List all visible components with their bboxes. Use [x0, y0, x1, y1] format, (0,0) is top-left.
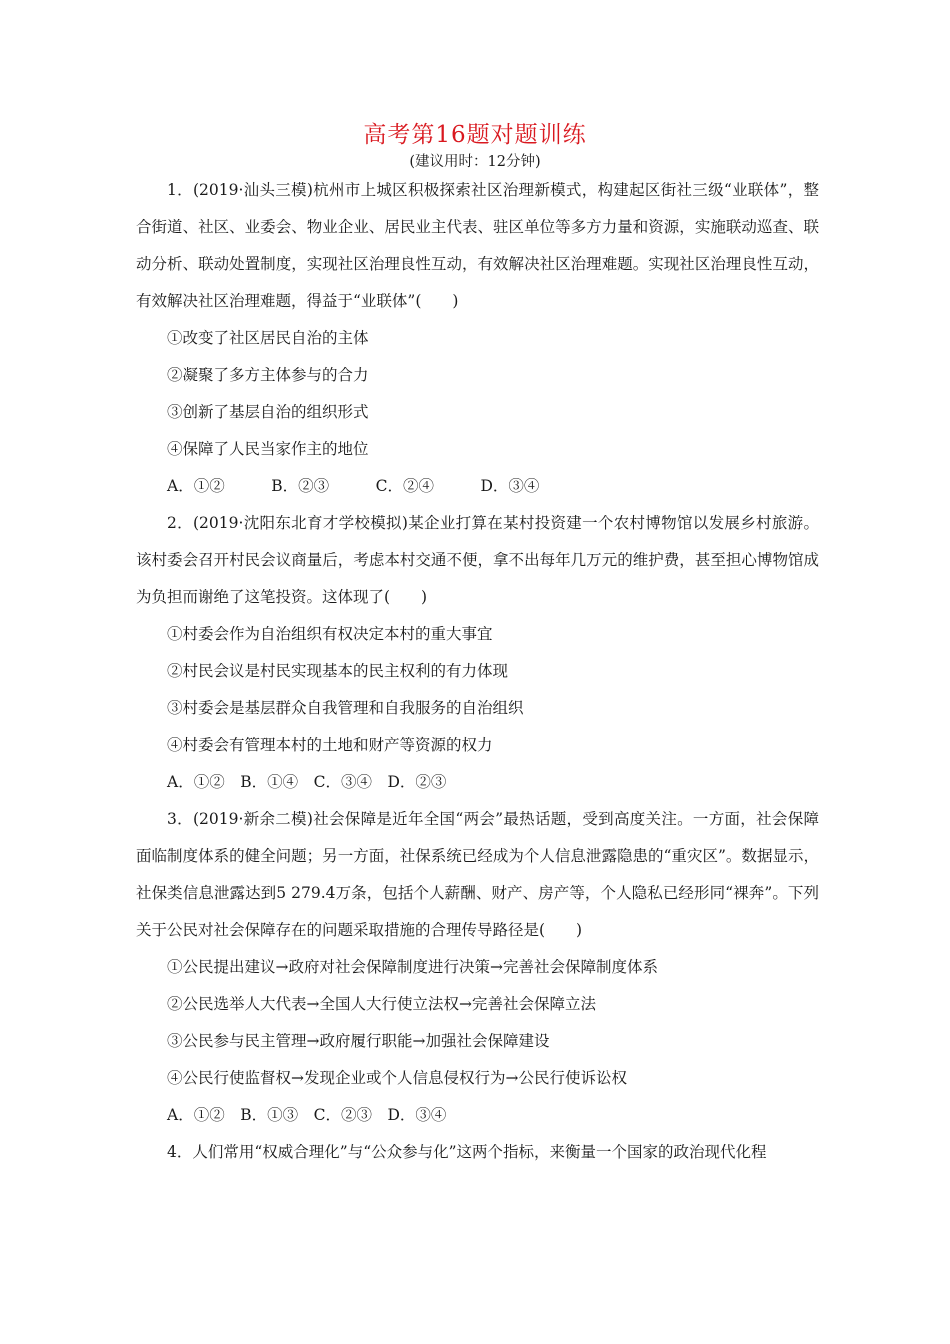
question-option: ①村委会作为自治组织有权决定本村的重大事宜 — [167, 625, 493, 643]
answer-choices: A．①② B．②③ C．②④ D．③④ — [167, 477, 540, 495]
question-option: ④保障了人民当家作主的地位 — [167, 440, 369, 458]
question-4 — [136, 1134, 819, 1171]
question-option: ②凝聚了多方主体参与的合力 — [167, 366, 369, 384]
page-subtitle: (建议用时：12分钟) — [409, 154, 541, 170]
question-stem: 3．(2019·新余二模)社会保障是近年全国“两会”最热话题，受到高度关注。一方面，社会保障面临制度体系的健全问题；另一方面，社保系统已经成为个人信息泄露隐患的“重灾区”。数据显示，社保类信息泄露达到5 279.4万条，包括个人薪酬、财产、房产等，个人隐私已经形同“裸奔”。下列关于公民对社会保障存在的问题采取措施的合理传导路径是( ) — [136, 810, 819, 939]
question-option: ③公民参与民主管理→政府履行职能→加强社会保障建设 — [167, 1032, 550, 1050]
answer-choices: A．①② B．①③ C．②③ D．③④ — [167, 1106, 447, 1124]
question-option: ②村民会议是村民实现基本的民主权利的有力体现 — [167, 662, 509, 680]
question-option: ③创新了基层自治的组织形式 — [167, 403, 369, 421]
question-list — [136, 172, 819, 1171]
answer-choices: A．①② B．①④ C．③④ D．②③ — [167, 773, 447, 791]
question-option: ④公民行使监督权→发现企业或个人信息侵权行为→公民行使诉讼权 — [167, 1069, 627, 1087]
question-stem: 1．(2019·汕头三模)杭州市上城区积极探索社区治理新模式，构建起区街社三级“业联体”，整合街道、社区、业委会、物业企业、居民业主代表、驻区单位等多方力量和资源，实施联动巡查、联动分析、联动处置制度，实现社区治理良性互动，有效解决社区治理难题。实现社区治理良性互动，有效解决社区治理难题，得益于“业联体”( ) — [136, 181, 819, 310]
question-option: ④村委会有管理本村的土地和财产等资源的权力 — [167, 736, 493, 754]
question-1 — [136, 172, 819, 505]
page-title: 高考第16题对题训练 — [363, 122, 587, 148]
question-stem: 4．人们常用“权威合理化”与“公众参与化”这两个指标，来衡量一个国家的政治现代化程 — [167, 1143, 767, 1161]
question-option: ②公民选举人大代表→全国人大行使立法权→完善社会保障立法 — [167, 995, 596, 1013]
question-3 — [136, 801, 819, 1134]
question-stem: 2．(2019·沈阳东北育才学校模拟)某企业打算在某村投资建一个农村博物馆以发展乡村旅游。该村委会召开村民会议商量后，考虑本村交通不便，拿不出每年几万元的维护费，甚至担心博物馆成为负担而谢绝了这笔投资。这体现了( ) — [136, 514, 819, 606]
question-option: ③村委会是基层群众自我管理和自我服务的自治组织 — [167, 699, 524, 717]
question-option: ①公民提出建议→政府对社会保障制度进行决策→完善社会保障制度体系 — [167, 958, 658, 976]
question-2 — [136, 505, 819, 801]
question-option: ①改变了社区居民自治的主体 — [167, 329, 369, 347]
